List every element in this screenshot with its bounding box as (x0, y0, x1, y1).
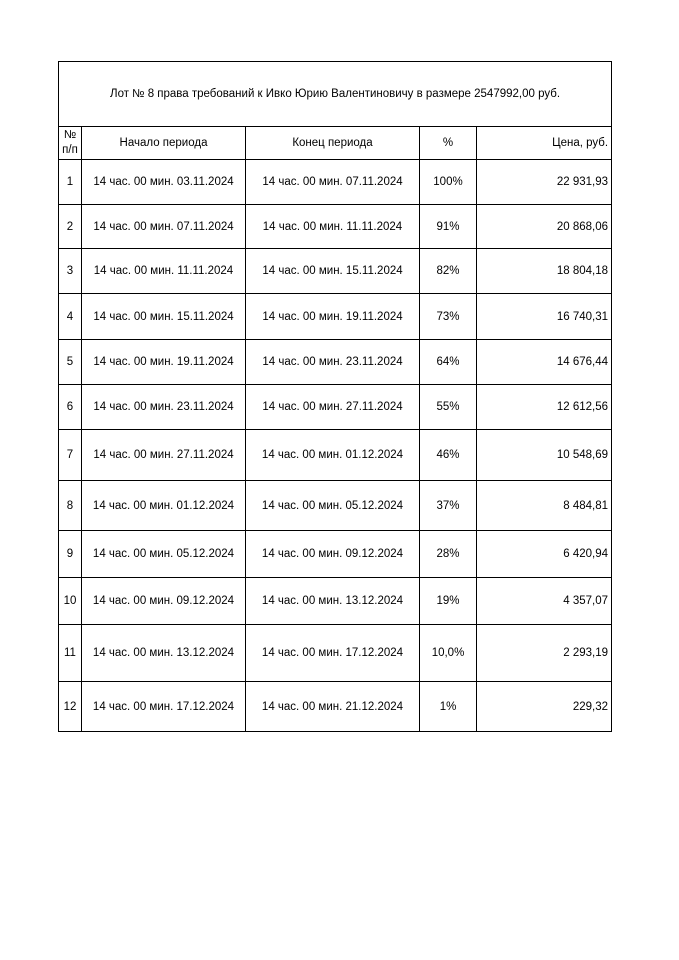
row-end: 14 час. 00 мин. 07.11.2024 (246, 160, 420, 205)
header-row (59, 127, 612, 160)
row-end: 14 час. 00 мин. 19.11.2024 (246, 294, 420, 340)
row-start: 14 час. 00 мин. 23.11.2024 (82, 385, 246, 430)
table-row (59, 430, 612, 481)
row-price: 10 548,69 (477, 430, 612, 481)
row-start: 14 час. 00 мин. 05.12.2024 (82, 531, 246, 578)
row-end: 14 час. 00 мин. 09.12.2024 (246, 531, 420, 578)
row-percent: 1% (420, 682, 477, 732)
row-start: 14 час. 00 мин. 15.11.2024 (82, 294, 246, 340)
row-start: 14 час. 00 мин. 01.12.2024 (82, 481, 246, 531)
row-percent: 37% (420, 481, 477, 531)
row-percent: 28% (420, 531, 477, 578)
table-body (59, 160, 612, 732)
row-percent: 19% (420, 578, 477, 625)
table-row (59, 294, 612, 340)
row-end: 14 час. 00 мин. 23.11.2024 (246, 340, 420, 385)
title-row (59, 62, 612, 127)
row-end: 14 час. 00 мин. 13.12.2024 (246, 578, 420, 625)
row-number: 1 (59, 160, 82, 205)
row-number: 5 (59, 340, 82, 385)
document-title: Лот № 8 права требований к Ивко Юрию Валентиновичу в размере 2547992,00 руб. (59, 62, 612, 127)
row-end: 14 час. 00 мин. 21.12.2024 (246, 682, 420, 732)
row-price: 8 484,81 (477, 481, 612, 531)
row-start: 14 час. 00 мин. 27.11.2024 (82, 430, 246, 481)
row-price: 20 868,06 (477, 205, 612, 249)
row-number: 8 (59, 481, 82, 531)
row-price: 4 357,07 (477, 578, 612, 625)
row-number: 11 (59, 625, 82, 682)
header-number-line1: № (63, 129, 77, 141)
row-price: 18 804,18 (477, 249, 612, 294)
table-row (59, 249, 612, 294)
row-price: 16 740,31 (477, 294, 612, 340)
row-end: 14 час. 00 мин. 15.11.2024 (246, 249, 420, 294)
row-end: 14 час. 00 мин. 27.11.2024 (246, 385, 420, 430)
row-percent: 64% (420, 340, 477, 385)
table-row (59, 481, 612, 531)
row-price: 229,32 (477, 682, 612, 732)
row-number: 9 (59, 531, 82, 578)
row-end: 14 час. 00 мин. 11.11.2024 (246, 205, 420, 249)
row-number: 2 (59, 205, 82, 249)
table-row (59, 625, 612, 682)
auction-price-table (58, 61, 612, 732)
row-percent: 73% (420, 294, 477, 340)
row-start: 14 час. 00 мин. 03.11.2024 (82, 160, 246, 205)
row-price: 12 612,56 (477, 385, 612, 430)
table-row (59, 385, 612, 430)
row-number: 7 (59, 430, 82, 481)
row-percent: 10,0% (420, 625, 477, 682)
header-number-line2: п/п (62, 144, 78, 156)
row-number: 12 (59, 682, 82, 732)
header-percent: % (420, 127, 477, 160)
table-row (59, 160, 612, 205)
row-start: 14 час. 00 мин. 13.12.2024 (82, 625, 246, 682)
row-percent: 82% (420, 249, 477, 294)
table-row (59, 531, 612, 578)
table-row (59, 578, 612, 625)
table-row (59, 340, 612, 385)
row-price: 14 676,44 (477, 340, 612, 385)
row-number: 4 (59, 294, 82, 340)
table-row (59, 205, 612, 249)
row-start: 14 час. 00 мин. 09.12.2024 (82, 578, 246, 625)
row-price: 22 931,93 (477, 160, 612, 205)
row-number: 3 (59, 249, 82, 294)
row-percent: 55% (420, 385, 477, 430)
row-start: 14 час. 00 мин. 07.11.2024 (82, 205, 246, 249)
row-end: 14 час. 00 мин. 05.12.2024 (246, 481, 420, 531)
row-number: 6 (59, 385, 82, 430)
row-start: 14 час. 00 мин. 17.12.2024 (82, 682, 246, 732)
row-percent: 46% (420, 430, 477, 481)
row-number: 10 (59, 578, 82, 625)
header-number (59, 127, 82, 160)
row-percent: 91% (420, 205, 477, 249)
row-end: 14 час. 00 мин. 17.12.2024 (246, 625, 420, 682)
header-end: Конец периода (246, 127, 420, 160)
row-price: 6 420,94 (477, 531, 612, 578)
row-start: 14 час. 00 мин. 11.11.2024 (82, 249, 246, 294)
row-start: 14 час. 00 мин. 19.11.2024 (82, 340, 246, 385)
header-start: Начало периода (82, 127, 246, 160)
table-row (59, 682, 612, 732)
header-price: Цена, руб. (477, 127, 612, 160)
row-price: 2 293,19 (477, 625, 612, 682)
row-percent: 100% (420, 160, 477, 205)
row-end: 14 час. 00 мин. 01.12.2024 (246, 430, 420, 481)
